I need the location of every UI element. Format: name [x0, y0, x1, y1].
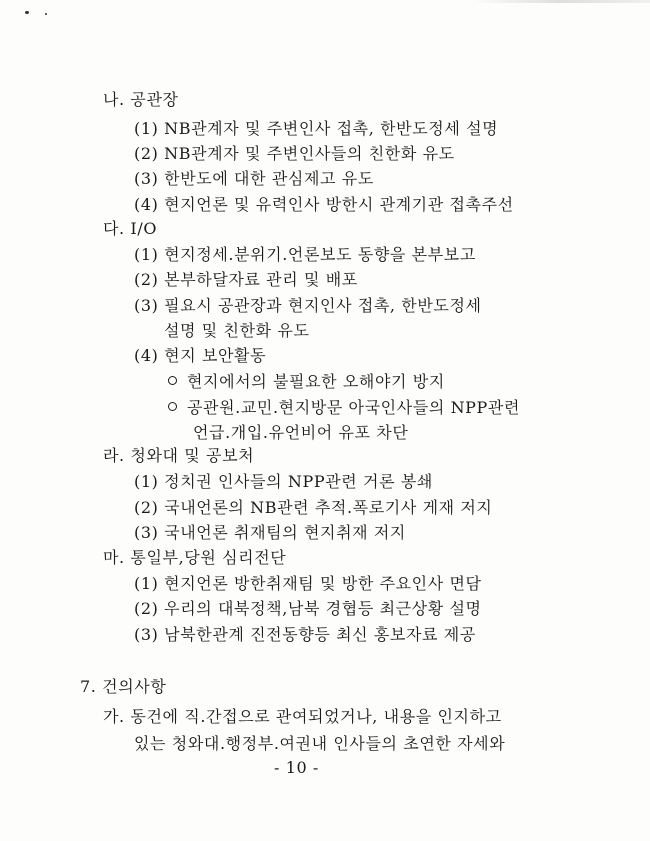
section-ra-item: (2) 국내언론의 NB관련 추적.폭로기사 게재 저지 [134, 498, 493, 517]
section-da-item: (2) 본부하달자료 관리 및 배포 [134, 270, 358, 289]
section-ma-item: (3) 남북한관계 진전동향등 최신 홍보자료 제공 [134, 625, 476, 644]
section-da-heading: 다. I/O [103, 219, 158, 238]
section-da-item: (4) 현지 보안활동 [134, 346, 267, 365]
scan-speck [25, 11, 29, 14]
section-7-heading: 7. 건의사항 [80, 677, 167, 696]
circle-bullet-icon [168, 402, 177, 411]
section-7-ga-line: 가. 동건에 직.간접으로 관여되었거나, 내용을 인지하고 [103, 707, 502, 726]
section-da-item: (3) 필요시 공관장과 현지인사 접촉, 한반도정세 [134, 296, 482, 315]
section-7-ga-line: 있는 청와대.행정부.여권내 인사들의 초연한 자세와 [134, 734, 506, 753]
section-ma-item: (2) 우리의 대북정책,남북 경협등 최근상황 설명 [134, 599, 482, 618]
section-na-item: (2) NB관계자 및 주변인사들의 친한화 유도 [134, 144, 455, 163]
page-number: - 10 - [274, 758, 319, 777]
bullet-item: 현지에서의 불필요한 오해야기 방지 [168, 371, 445, 393]
section-ma-heading: 마. 통일부,당원 심리전단 [103, 548, 287, 567]
bullet-item: 공관원.교민.현지방문 아국인사들의 NPP관련 [168, 397, 520, 419]
scan-speck [45, 13, 47, 15]
circle-bullet-icon [168, 376, 177, 385]
section-na-heading: 나. 공관장 [103, 90, 179, 109]
scan-edge [470, 0, 650, 3]
section-ra-heading: 라. 청와대 및 공보처 [103, 446, 255, 465]
section-da-item: (1) 현지정세.분위기.언론보도 동향을 본부보고 [134, 245, 476, 264]
section-na-item: (1) NB관계자 및 주변인사 접촉, 한반도정세 설명 [134, 119, 499, 138]
section-da-item-continuation: 설명 및 친한화 유도 [164, 321, 310, 340]
bullet-item-continuation: 언급.개입.유언비어 유포 차단 [193, 423, 409, 442]
section-na-item: (4) 현지언론 및 유력인사 방한시 관계기관 접촉주선 [134, 195, 514, 214]
section-na-item: (3) 한반도에 대한 관심제고 유도 [134, 169, 374, 188]
section-ra-item: (3) 국내언론 취재팀의 현지취재 저지 [134, 523, 406, 542]
section-ma-item: (1) 현지언론 방한취재팀 및 방한 주요인사 면담 [134, 574, 482, 593]
section-ra-item: (1) 정치권 인사들의 NPP관련 거론 봉쇄 [134, 472, 433, 491]
